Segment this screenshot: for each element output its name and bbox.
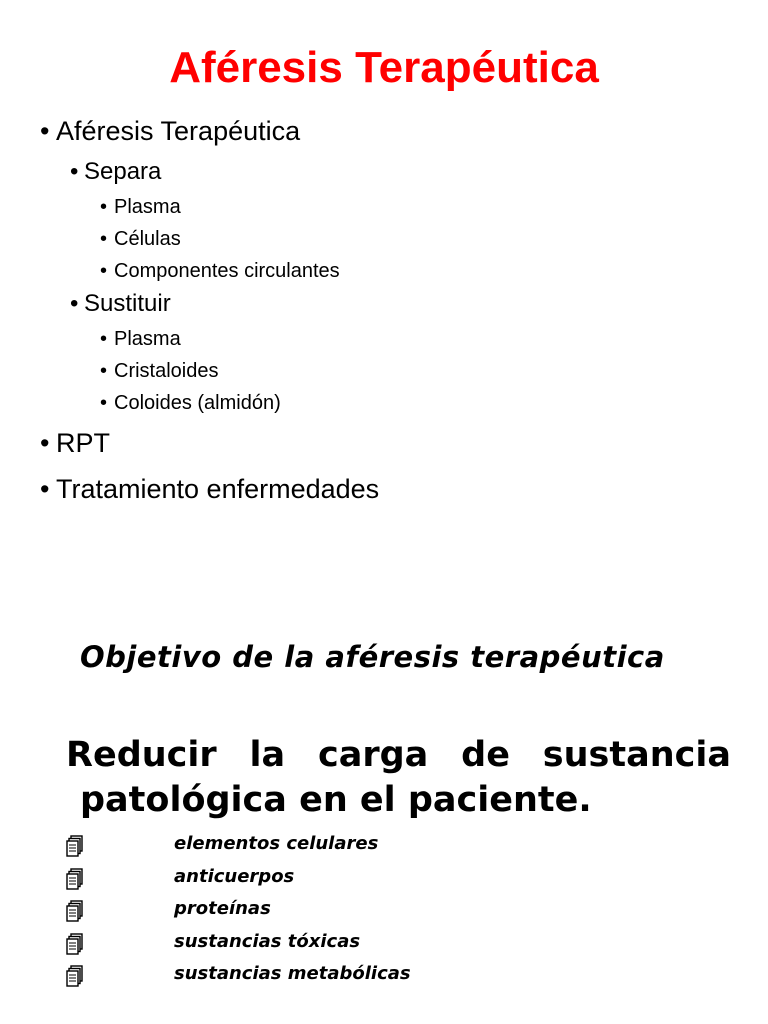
goal-word: Reducir — [66, 735, 217, 775]
document-stack-icon — [66, 835, 84, 857]
slide-objective — [0, 560, 768, 1024]
bullet-dot-icon: • — [100, 392, 108, 414]
goal-word: de — [461, 735, 510, 775]
bullet-text: Plasma — [114, 328, 181, 350]
goal-statement-line-2: patológica en el paciente. — [80, 780, 592, 820]
bullet-dot-icon: • — [100, 260, 108, 282]
bullet-dot-icon: • — [40, 116, 50, 146]
goal-word: sustancia — [542, 735, 731, 775]
bullet-item-level-3 — [100, 360, 218, 383]
target-substance-text: sustancias metabólicas — [174, 963, 411, 984]
bullet-dot-icon: • — [70, 290, 79, 317]
goal-word: carga — [317, 735, 429, 775]
bullet-item-level-3 — [100, 328, 181, 351]
bullet-text: Coloides (almidón) — [114, 392, 281, 414]
bullet-text: Aféresis Terapéutica — [56, 116, 301, 146]
bullet-item-level-1 — [40, 474, 379, 505]
bullet-text: Componentes circulantes — [114, 260, 340, 282]
bullet-text: RPT — [56, 428, 110, 458]
bullet-item-level-1 — [40, 116, 300, 147]
bullet-item-level-3 — [100, 196, 181, 219]
bullet-item-level-3 — [100, 260, 340, 283]
bullet-text: Tratamiento enfermedades — [56, 474, 380, 504]
bullet-text: Separa — [84, 158, 162, 185]
bullet-dot-icon: • — [100, 228, 108, 250]
bullet-text: Plasma — [114, 196, 181, 218]
document-stack-icon — [66, 933, 84, 955]
bullet-text: Cristaloides — [114, 360, 219, 382]
goal-statement-line-1 — [66, 735, 731, 775]
bullet-dot-icon: • — [40, 428, 50, 458]
target-substance-text: anticuerpos — [174, 865, 295, 887]
bullet-dot-icon: • — [70, 158, 79, 185]
target-substance-text: proteínas — [174, 898, 271, 919]
bullet-text: Células — [114, 228, 181, 250]
target-substance-text: elementos celulares — [174, 833, 379, 854]
slide-title: Aféresis Terapéutica — [169, 43, 599, 92]
bullet-dot-icon: • — [100, 328, 108, 350]
bullet-dot-icon: • — [100, 196, 108, 218]
bullet-dot-icon: • — [100, 360, 108, 382]
bullet-dot-icon: • — [40, 474, 50, 504]
bullet-item-level-3 — [100, 228, 181, 251]
goal-word: la — [249, 735, 286, 775]
bullet-text: Sustituir — [84, 290, 171, 317]
objective-title: Objetivo de la aféresis terapéutica — [80, 640, 665, 674]
target-substance-text: sustancias tóxicas — [174, 930, 361, 952]
bullet-item-level-2 — [70, 158, 161, 186]
bullet-item-level-3 — [100, 392, 281, 415]
document-stack-icon — [66, 965, 84, 987]
bullet-item-level-2 — [70, 290, 171, 318]
document-stack-icon — [66, 868, 84, 890]
document-stack-icon — [66, 900, 84, 922]
bullet-item-level-1 — [40, 428, 110, 459]
